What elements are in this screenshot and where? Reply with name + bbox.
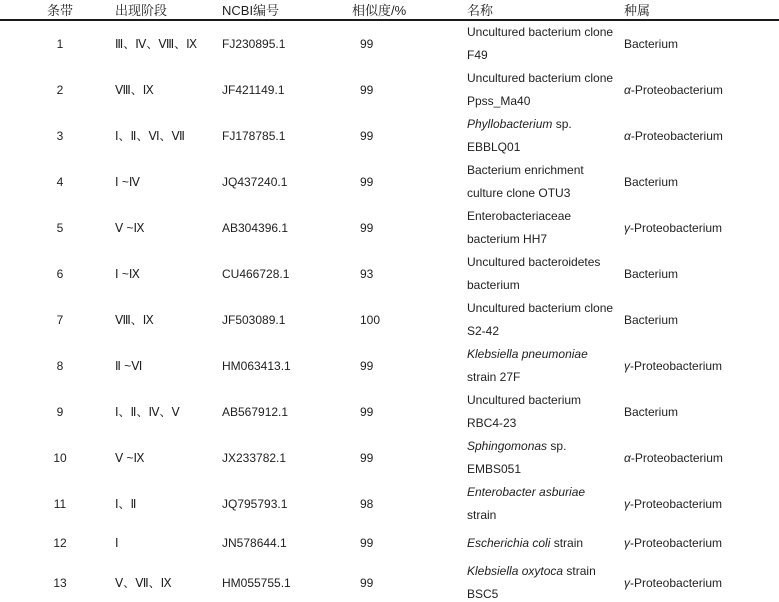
table-row xyxy=(0,159,779,205)
cell-genus xyxy=(616,67,779,113)
cell-ncbi-accession: JF503089.1 xyxy=(222,312,286,327)
table-row xyxy=(0,389,779,435)
table-row xyxy=(0,67,779,113)
genus-regular-part: -Proteobacterium xyxy=(630,358,723,373)
genus-italic-part: γ xyxy=(624,220,630,235)
cell-genus xyxy=(616,435,779,481)
cell-similarity: 99 xyxy=(360,358,374,373)
cell-stages: Ⅱ ~Ⅵ xyxy=(115,358,143,373)
genus-regular-part: Bacterium xyxy=(624,266,679,281)
cell-stages: Ⅰ xyxy=(115,536,119,550)
cell-genus xyxy=(616,527,779,560)
table-row xyxy=(0,481,779,527)
genus-regular-part: -Proteobacterium xyxy=(630,220,723,235)
col-header-genus: 种属 xyxy=(616,0,779,20)
cell-name xyxy=(457,205,616,251)
cell-ncbi-accession: JQ795793.1 xyxy=(222,496,288,511)
cell-stages: Ⅴ ~Ⅸ xyxy=(115,450,145,465)
cell-band-number: 11 xyxy=(53,496,67,511)
name-regular-part: strain BSC5 xyxy=(467,564,596,601)
cell-name xyxy=(457,251,616,297)
genus-italic-part: α xyxy=(624,82,631,97)
name-italic-part: Phyllobacterium xyxy=(467,117,553,131)
cell-genus xyxy=(616,113,779,159)
name-regular-part: Enterobacteriaceae bacterium HH7 xyxy=(467,209,572,246)
cell-band-number: 12 xyxy=(53,536,67,550)
cell-similarity: 99 xyxy=(360,404,374,419)
name-regular-part: Uncultured bacterium RBC4-23 xyxy=(467,393,582,430)
name-regular-part: Uncultured bacterium clone Ppss_Ma40 xyxy=(467,71,614,108)
cell-stages: Ⅰ、Ⅱ xyxy=(115,496,137,511)
cell-similarity: 99 xyxy=(360,575,374,590)
cell-similarity: 99 xyxy=(360,82,374,97)
cell-stages: Ⅰ、Ⅱ、Ⅳ、Ⅴ xyxy=(115,404,180,419)
cell-band-number: 1 xyxy=(56,36,64,51)
cell-band-number: 3 xyxy=(56,128,64,143)
cell-band-number: 13 xyxy=(53,575,67,590)
cell-ncbi-accession: AB567912.1 xyxy=(222,404,289,419)
cell-ncbi-accession: AB304396.1 xyxy=(222,220,289,235)
cell-name xyxy=(457,560,616,602)
cell-band-number: 7 xyxy=(56,312,64,327)
genus-regular-part: Bacterium xyxy=(624,174,679,189)
genus-italic-part: γ xyxy=(624,358,630,373)
cell-band-number: 4 xyxy=(56,174,64,189)
genus-regular-part: Bacterium xyxy=(624,404,679,419)
cell-similarity: 99 xyxy=(360,174,374,189)
cell-ncbi-accession: JF421149.1 xyxy=(222,82,285,97)
header-row xyxy=(0,0,779,20)
genus-regular-part: -Proteobacterium xyxy=(630,496,723,511)
table-row xyxy=(0,113,779,159)
table-body xyxy=(0,20,779,602)
cell-ncbi-accession: JX233782.1 xyxy=(222,450,287,465)
name-italic-part: Escherichia coli xyxy=(467,536,551,550)
name-italic-part: Enterobacter asburiae xyxy=(467,485,586,499)
cell-ncbi-accession: HM063413.1 xyxy=(222,358,291,373)
cell-similarity: 99 xyxy=(360,128,374,143)
cell-similarity: 99 xyxy=(360,220,374,235)
cell-ncbi-accession: FJ178785.1 xyxy=(222,128,286,143)
cell-band-number: 6 xyxy=(56,266,64,281)
cell-genus xyxy=(616,560,779,602)
cell-ncbi-accession: CU466728.1 xyxy=(222,266,290,281)
col-header-band: 条带 xyxy=(0,0,98,20)
cell-band-number: 5 xyxy=(56,220,64,235)
cell-ncbi-accession: JQ437240.1 xyxy=(222,174,288,189)
cell-similarity: 98 xyxy=(360,496,374,511)
genus-regular-part: -Proteobacterium xyxy=(630,575,723,590)
cell-genus xyxy=(616,159,779,205)
cell-genus xyxy=(616,20,779,67)
cell-name xyxy=(457,481,616,527)
table-row xyxy=(0,297,779,343)
col-header-stages: 出现阶段 xyxy=(98,0,212,20)
cell-stages: Ⅷ、Ⅸ xyxy=(115,82,154,97)
table-row xyxy=(0,560,779,602)
name-regular-part: Uncultured bacterium clone S2-42 xyxy=(467,301,614,338)
cell-ncbi-accession: HM055755.1 xyxy=(222,575,291,590)
cell-stages: Ⅷ、Ⅸ xyxy=(115,312,154,327)
cell-stages: Ⅲ、Ⅳ、Ⅷ、Ⅸ xyxy=(115,36,198,51)
cell-genus xyxy=(616,205,779,251)
table-row xyxy=(0,205,779,251)
table-row xyxy=(0,20,779,67)
cell-band-number: 9 xyxy=(56,404,64,419)
genus-italic-part: α xyxy=(624,450,631,465)
cell-name xyxy=(457,159,616,205)
genus-italic-part: α xyxy=(624,128,631,143)
cell-similarity: 99 xyxy=(360,450,374,465)
cell-similarity: 93 xyxy=(360,266,374,281)
cell-name xyxy=(457,527,616,560)
cell-stages: Ⅴ、Ⅶ、Ⅸ xyxy=(115,575,172,590)
table-row xyxy=(0,527,779,560)
cell-name xyxy=(457,297,616,343)
cell-similarity: 100 xyxy=(360,312,381,327)
name-regular-part: sp. EBBLQ01 xyxy=(467,117,572,154)
cell-name xyxy=(457,20,616,67)
cell-ncbi-accession: FJ230895.1 xyxy=(222,36,286,51)
genus-italic-part: γ xyxy=(624,496,630,511)
name-italic-part: Klebsiella pneumoniae xyxy=(467,347,588,361)
genus-italic-part: γ xyxy=(624,575,630,590)
cell-band-number: 8 xyxy=(56,358,64,373)
cell-genus xyxy=(616,297,779,343)
name-regular-part: sp. EMBS051 xyxy=(467,439,567,476)
genus-regular-part: Bacterium xyxy=(624,312,679,327)
cell-stages: Ⅴ ~Ⅸ xyxy=(115,220,145,235)
cell-ncbi-accession: JN578644.1 xyxy=(222,536,287,550)
name-regular-part: Bacterium enrichment culture clone OTU3 xyxy=(467,163,584,200)
col-header-ncbi: NCBI编号 xyxy=(212,0,342,20)
genus-regular-part: Bacterium xyxy=(624,36,679,51)
cell-similarity: 99 xyxy=(360,36,374,51)
cell-genus xyxy=(616,389,779,435)
genus-regular-part: -Proteobacterium xyxy=(630,128,723,143)
name-regular-part: Uncultured bacteroidetes bacterium xyxy=(467,255,601,292)
cell-genus xyxy=(616,251,779,297)
cell-similarity: 99 xyxy=(360,536,374,550)
cell-name xyxy=(457,67,616,113)
cell-name xyxy=(457,389,616,435)
name-regular-part: strain xyxy=(550,536,584,550)
genus-regular-part: -Proteobacterium xyxy=(630,450,723,465)
col-header-name: 名称 xyxy=(457,0,616,20)
table-row xyxy=(0,435,779,481)
cell-stages: Ⅰ ~Ⅸ xyxy=(115,266,140,281)
cell-stages: Ⅰ、Ⅱ、Ⅵ、Ⅶ xyxy=(115,128,185,143)
cell-stages: Ⅰ ~Ⅳ xyxy=(115,174,140,189)
genus-italic-part: γ xyxy=(624,536,630,550)
cell-genus xyxy=(616,343,779,389)
name-regular-part: Uncultured bacterium clone F49 xyxy=(467,25,614,62)
col-header-similarity: 相似度/% xyxy=(342,0,457,20)
cell-name xyxy=(457,343,616,389)
cell-band-number: 10 xyxy=(53,450,67,465)
cell-name xyxy=(457,435,616,481)
name-regular-part: strain 27F xyxy=(467,370,521,384)
cell-name xyxy=(457,113,616,159)
name-italic-part: Klebsiella oxytoca xyxy=(467,564,564,578)
table-row xyxy=(0,343,779,389)
genus-regular-part: -Proteobacterium xyxy=(630,536,723,550)
genus-regular-part: -Proteobacterium xyxy=(630,82,723,97)
name-regular-part: strain xyxy=(467,508,497,522)
table-row xyxy=(0,251,779,297)
cell-genus xyxy=(616,481,779,527)
name-italic-part: Sphingomonas xyxy=(467,439,548,453)
cell-band-number: 2 xyxy=(56,82,64,97)
